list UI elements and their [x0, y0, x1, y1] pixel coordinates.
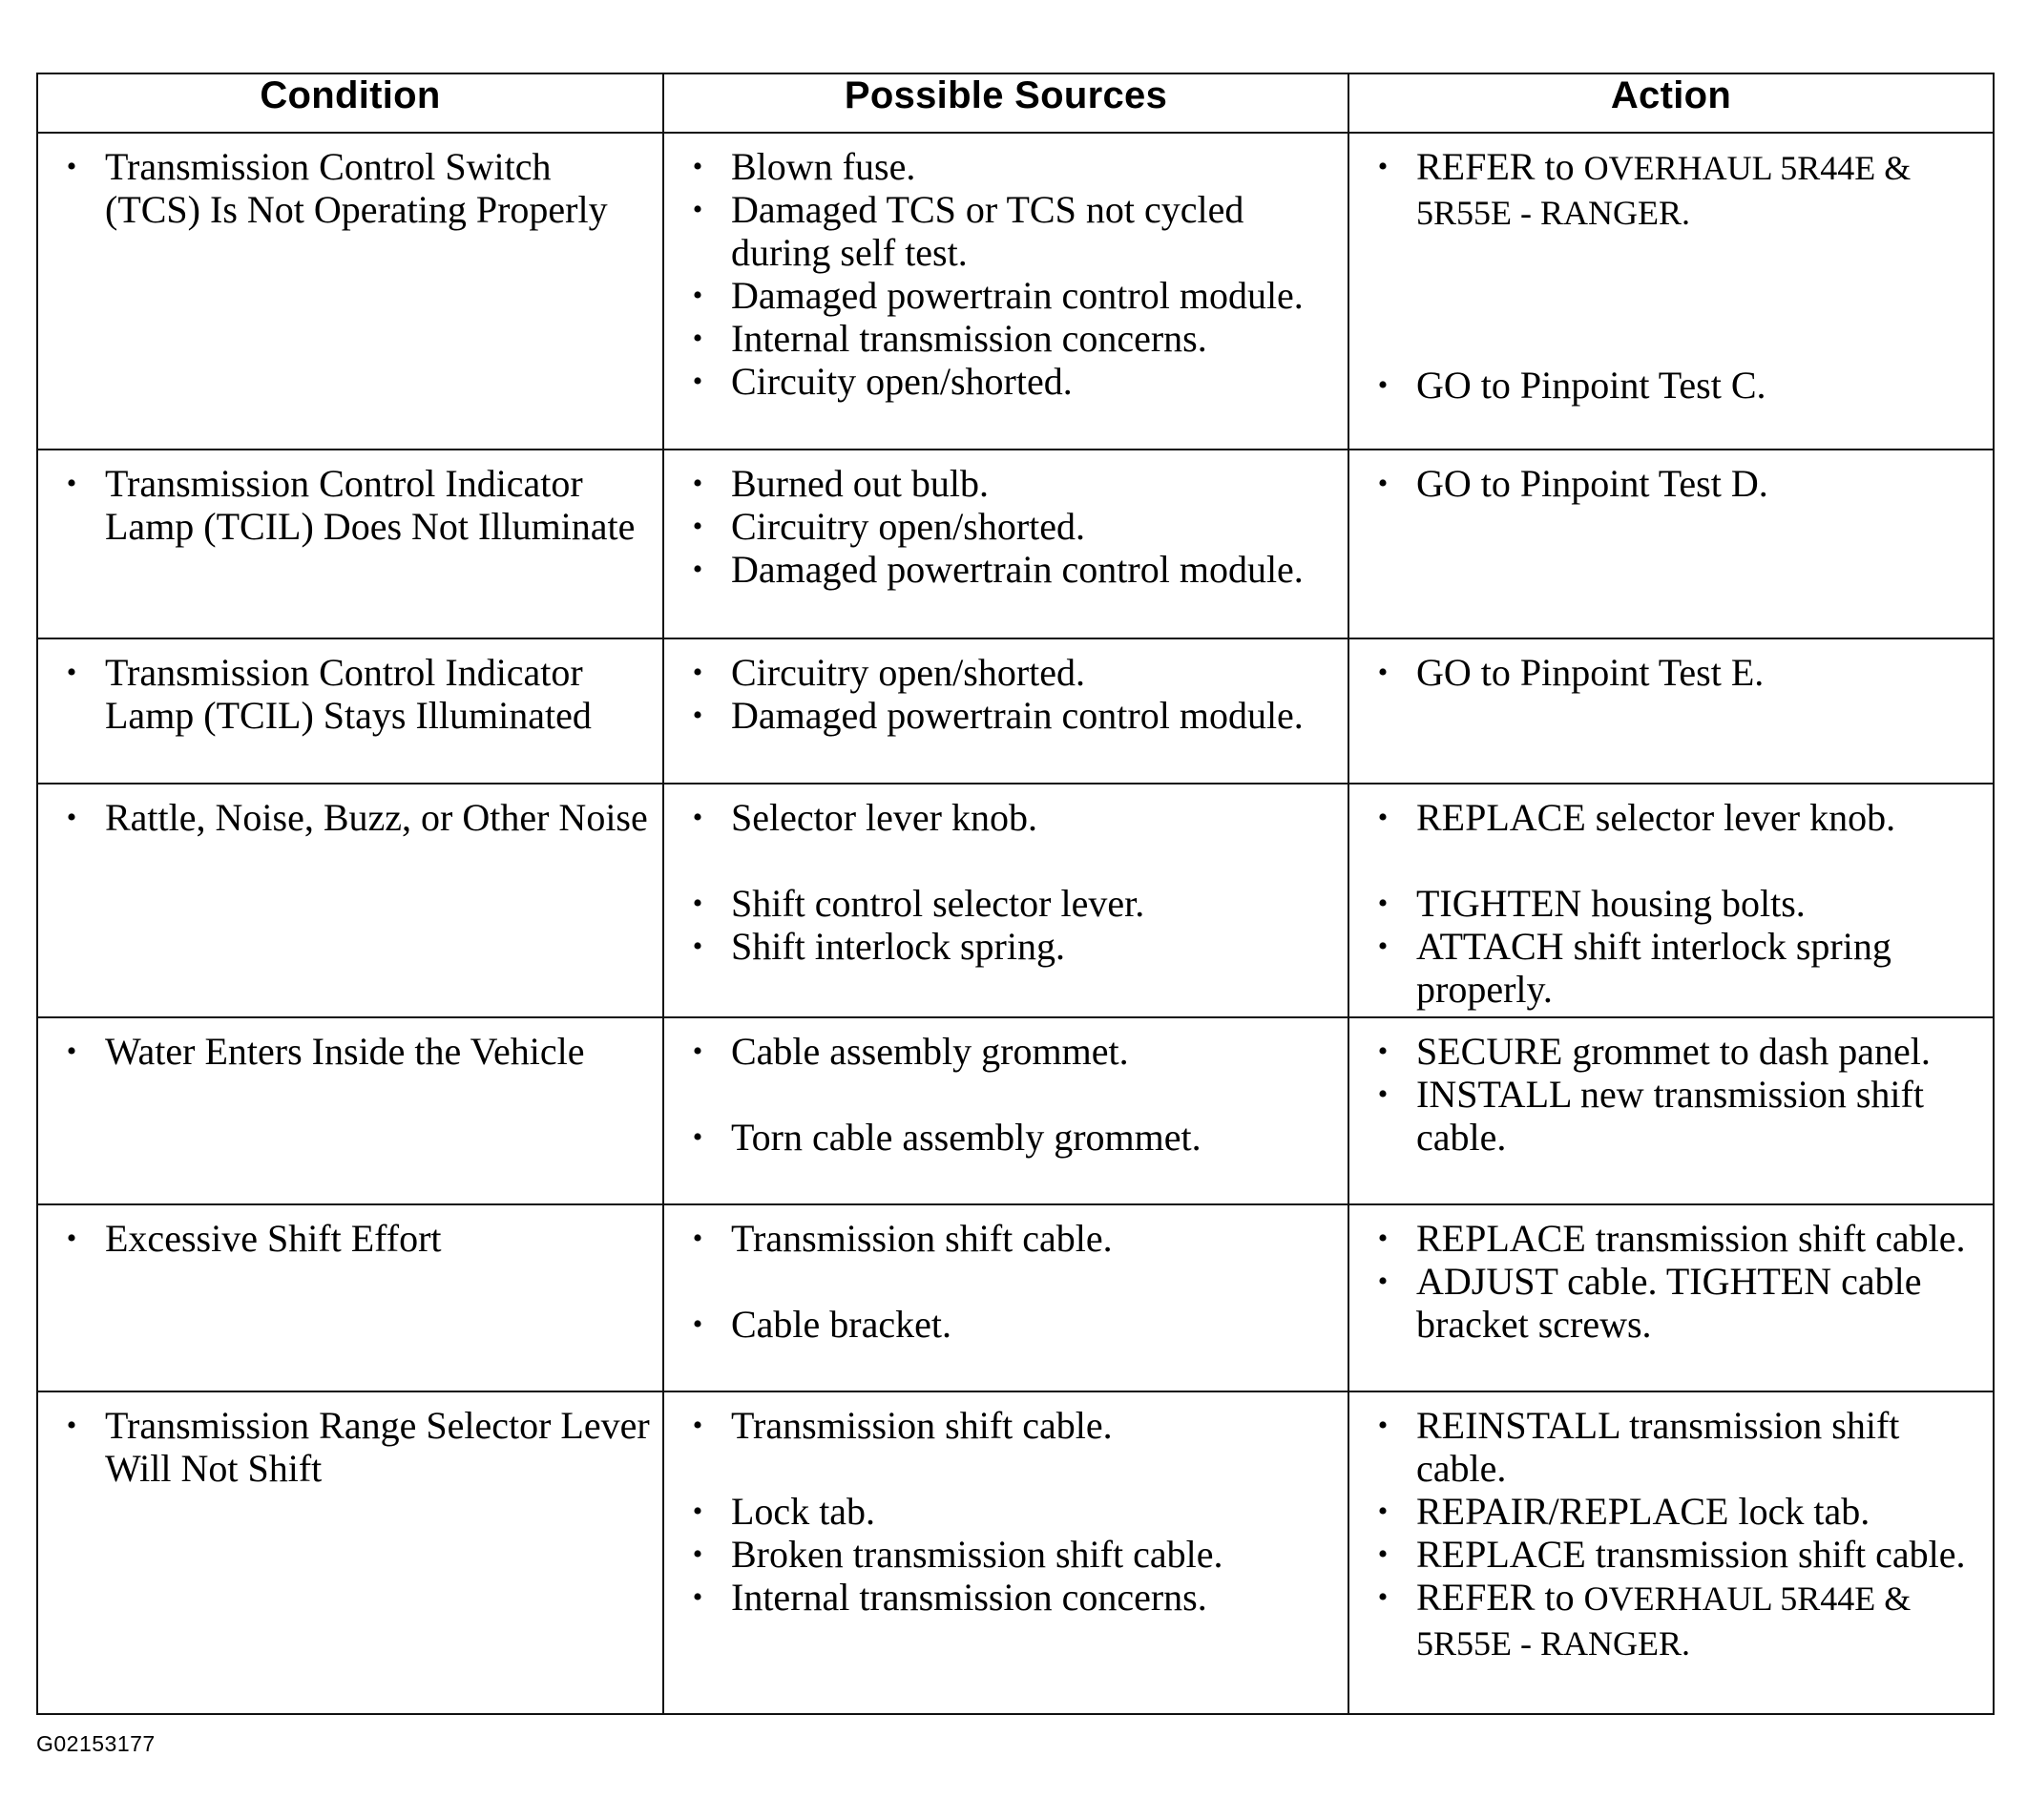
- list-item: [676, 1490, 1336, 1533]
- figure-id: G02153177: [36, 1731, 156, 1756]
- action-cell: [1348, 1204, 1994, 1391]
- action-reference: OVERHAUL 5R44E & 5R55E - RANGER.: [1416, 1579, 1912, 1663]
- bullet-icon: •: [1377, 1538, 1389, 1570]
- list-item: [1361, 1260, 1981, 1346]
- list-item: [676, 882, 1336, 925]
- bullet-icon: •: [692, 1410, 703, 1441]
- list-item: [676, 274, 1336, 317]
- sources-cell: [663, 1017, 1348, 1204]
- condition-cell: [37, 784, 663, 1017]
- sources-cell: [663, 784, 1348, 1017]
- table-row: [37, 1017, 1994, 1204]
- header-row: [37, 73, 1994, 133]
- table-row: [37, 784, 1994, 1017]
- bullet-icon: •: [692, 468, 703, 499]
- bullet-icon: •: [1377, 468, 1389, 499]
- list-item: [1361, 882, 1981, 925]
- list-item: [676, 188, 1336, 274]
- action-text: TIGHTEN housing bolts.: [1416, 882, 1806, 925]
- header-condition: Condition: [37, 73, 663, 133]
- condition-text: Excessive Shift Effort: [105, 1217, 442, 1260]
- bullet-icon: •: [692, 700, 703, 731]
- bullet-icon: •: [66, 1410, 77, 1441]
- list-item: [676, 1217, 1336, 1260]
- table-row: [37, 1391, 1994, 1714]
- source-text: Burned out bulb.: [731, 462, 989, 505]
- list-item: [676, 360, 1336, 403]
- action-text: REPLACE transmission shift cable.: [1416, 1217, 1966, 1260]
- list-item: [1361, 796, 1981, 839]
- action-text: INSTALL new transmission shift cable.: [1416, 1073, 1924, 1159]
- source-text: Internal transmission concerns.: [731, 317, 1207, 360]
- source-text: Circuitry open/shorted.: [731, 651, 1086, 694]
- source-text: Damaged powertrain control module.: [731, 274, 1304, 317]
- condition-text: Water Enters Inside the Vehicle: [105, 1030, 585, 1073]
- condition-cell: [37, 133, 663, 450]
- list-item: [676, 651, 1336, 694]
- action-text: GO to Pinpoint Test C.: [1416, 364, 1766, 407]
- list-item: [676, 1030, 1336, 1073]
- header-action: Action: [1348, 73, 1994, 133]
- condition-text: Transmission Control Indicator Lamp (TCIL) Stays Illuminated: [105, 651, 592, 737]
- list-item: [1361, 1030, 1981, 1073]
- source-text: Broken transmission shift cable.: [731, 1533, 1223, 1576]
- source-text: Selector lever knob.: [731, 796, 1037, 839]
- action-reference: OVERHAUL 5R44E & 5R55E - RANGER.: [1416, 149, 1912, 232]
- bullet-icon: •: [692, 1308, 703, 1340]
- list-item: [50, 796, 651, 839]
- bullet-icon: •: [1377, 1581, 1389, 1613]
- bullet-icon: •: [1377, 1266, 1389, 1297]
- condition-text: Transmission Range Selector Lever Will Not Shift: [105, 1404, 650, 1490]
- diagnosis-table: [36, 73, 1995, 1715]
- bullet-icon: •: [692, 194, 703, 225]
- source-text: Blown fuse.: [731, 145, 916, 188]
- list-item: [1361, 1533, 1981, 1576]
- action-text: REPLACE selector lever knob.: [1416, 796, 1896, 839]
- list-item: [676, 796, 1336, 839]
- action-text: SECURE grommet to dash panel.: [1416, 1030, 1931, 1073]
- table-row: [37, 1204, 1994, 1391]
- bullet-icon: •: [692, 323, 703, 354]
- list-item: [50, 462, 651, 548]
- bullet-icon: •: [66, 1223, 77, 1254]
- bullet-icon: •: [692, 1121, 703, 1153]
- action-text: ATTACH shift interlock spring properly.: [1416, 925, 1891, 1011]
- list-item: [1361, 1490, 1981, 1533]
- source-text: Transmission shift cable.: [731, 1404, 1113, 1447]
- list-item: [676, 317, 1336, 360]
- action-cell: [1348, 1391, 1994, 1714]
- list-item: [1361, 1073, 1981, 1159]
- table-row: [37, 133, 1994, 450]
- list-item: [1361, 1576, 1981, 1665]
- source-text: Shift control selector lever.: [731, 882, 1145, 925]
- action-text: ADJUST cable. TIGHTEN cable bracket screws.: [1416, 1260, 1922, 1346]
- bullet-icon: •: [692, 280, 703, 311]
- action-text: GO to Pinpoint Test D.: [1416, 462, 1768, 505]
- action-text: GO to Pinpoint Test E.: [1416, 651, 1765, 694]
- condition-cell: [37, 638, 663, 784]
- condition-text: Transmission Control Indicator Lamp (TCIL) Does Not Illuminate: [105, 462, 636, 548]
- sources-cell: [663, 450, 1348, 638]
- bullet-icon: •: [692, 931, 703, 962]
- action-verb: REFER to: [1416, 1576, 1575, 1619]
- bullet-icon: •: [66, 802, 77, 833]
- list-item: [676, 505, 1336, 548]
- bullet-icon: •: [1377, 1078, 1389, 1110]
- bullet-icon: •: [692, 1581, 703, 1613]
- bullet-icon: •: [1377, 888, 1389, 919]
- table-row: [37, 638, 1994, 784]
- list-item: [1361, 1217, 1981, 1260]
- condition-text: Rattle, Noise, Buzz, or Other Noise: [105, 796, 648, 839]
- list-item: [1361, 145, 1981, 235]
- list-item: [676, 925, 1336, 968]
- sources-cell: [663, 1391, 1348, 1714]
- source-text: Damaged TCS or TCS not cycled during self test.: [731, 188, 1244, 274]
- table-row: [37, 450, 1994, 638]
- condition-cell: [37, 1204, 663, 1391]
- bullet-icon: •: [66, 1036, 77, 1067]
- bullet-icon: •: [1377, 1410, 1389, 1441]
- bullet-icon: •: [692, 366, 703, 397]
- list-item: [50, 1404, 651, 1490]
- bullet-icon: •: [692, 511, 703, 542]
- bullet-icon: •: [1377, 1223, 1389, 1254]
- sources-cell: [663, 133, 1348, 450]
- list-item: [1361, 364, 1981, 407]
- list-item: [1361, 925, 1981, 1011]
- action-cell: [1348, 450, 1994, 638]
- bullet-icon: •: [1377, 657, 1389, 688]
- condition-text: Transmission Control Switch (TCS) Is Not Operating Properly: [105, 145, 608, 231]
- diagnosis-table-container: [36, 73, 1993, 1708]
- bullet-icon: •: [692, 151, 703, 182]
- list-item: [50, 1030, 651, 1073]
- sources-cell: [663, 638, 1348, 784]
- list-item: [1361, 462, 1981, 505]
- source-text: Torn cable assembly grommet.: [731, 1116, 1202, 1159]
- source-text: Shift interlock spring.: [731, 925, 1065, 968]
- bullet-icon: •: [692, 1496, 703, 1527]
- action-verb: REFER to: [1416, 145, 1575, 188]
- list-item: [676, 145, 1336, 188]
- list-item: [50, 651, 651, 737]
- source-text: Cable bracket.: [731, 1303, 951, 1346]
- header-possible-sources: Possible Sources: [663, 73, 1348, 133]
- source-text: Transmission shift cable.: [731, 1217, 1113, 1260]
- action-cell: [1348, 784, 1994, 1017]
- action-cell: [1348, 133, 1994, 450]
- list-item: [676, 462, 1336, 505]
- source-text: Circuity open/shorted.: [731, 360, 1073, 403]
- source-text: Cable assembly grommet.: [731, 1030, 1129, 1073]
- list-item: [1361, 651, 1981, 694]
- bullet-icon: •: [66, 657, 77, 688]
- condition-cell: [37, 450, 663, 638]
- bullet-icon: •: [692, 888, 703, 919]
- list-item: [50, 145, 651, 231]
- bullet-icon: •: [66, 468, 77, 499]
- bullet-icon: •: [1377, 802, 1389, 833]
- list-item: [676, 1576, 1336, 1619]
- list-item: [676, 1116, 1336, 1159]
- bullet-icon: •: [692, 1538, 703, 1570]
- list-item: [676, 1404, 1336, 1447]
- bullet-icon: •: [1377, 151, 1389, 182]
- sources-cell: [663, 1204, 1348, 1391]
- action-cell: [1348, 1017, 1994, 1204]
- condition-cell: [37, 1017, 663, 1204]
- bullet-icon: •: [1377, 1036, 1389, 1067]
- source-text: Circuitry open/shorted.: [731, 505, 1086, 548]
- action-text: REINSTALL transmission shift cable.: [1416, 1404, 1900, 1490]
- source-text: Damaged powertrain control module.: [731, 694, 1304, 737]
- source-text: Damaged powertrain control module.: [731, 548, 1304, 591]
- list-item: [1361, 1404, 1981, 1490]
- action-text: REPAIR/REPLACE lock tab.: [1416, 1490, 1870, 1533]
- list-item: [676, 694, 1336, 737]
- source-text: Internal transmission concerns.: [731, 1576, 1207, 1619]
- list-item: [676, 548, 1336, 591]
- bullet-icon: •: [1377, 369, 1389, 401]
- bullet-icon: •: [692, 657, 703, 688]
- list-item: [676, 1303, 1336, 1346]
- action-cell: [1348, 638, 1994, 784]
- condition-cell: [37, 1391, 663, 1714]
- action-text: REPLACE transmission shift cable.: [1416, 1533, 1966, 1576]
- bullet-icon: •: [692, 1036, 703, 1067]
- bullet-icon: •: [1377, 931, 1389, 962]
- bullet-icon: •: [692, 802, 703, 833]
- list-item: [50, 1217, 651, 1260]
- bullet-icon: •: [66, 151, 77, 182]
- list-item: [676, 1533, 1336, 1576]
- bullet-icon: •: [692, 1223, 703, 1254]
- bullet-icon: •: [692, 554, 703, 585]
- source-text: Lock tab.: [731, 1490, 876, 1533]
- bullet-icon: •: [1377, 1496, 1389, 1527]
